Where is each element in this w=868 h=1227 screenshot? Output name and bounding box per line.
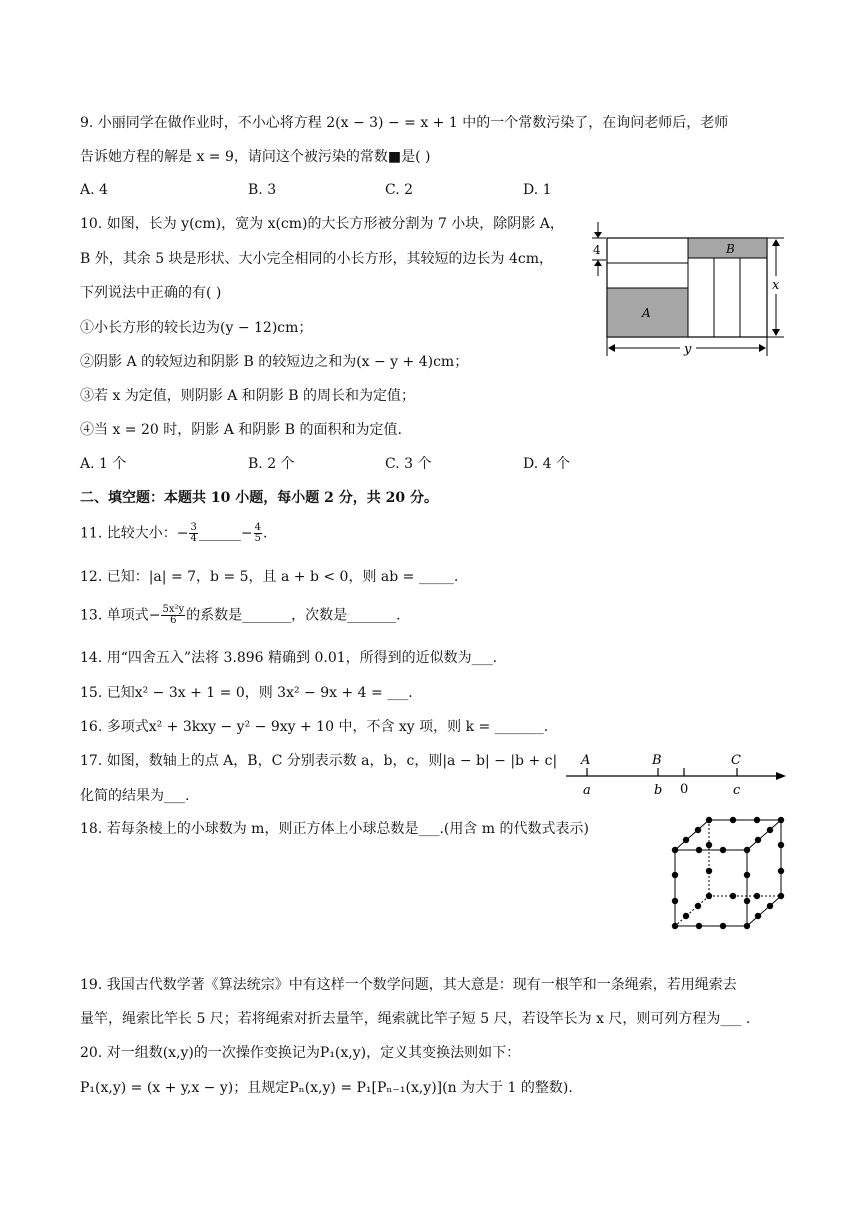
- axis-label-B: B: [652, 753, 662, 768]
- q11-mid: ______−: [198, 525, 253, 542]
- q9-option-b: B. 3: [248, 182, 277, 198]
- q10-option-c: C. 3 个: [385, 456, 432, 472]
- q11-fraction-2-den: 5: [254, 533, 261, 544]
- q11-fraction-1-den: 4: [190, 533, 197, 544]
- q11-line: [80, 523, 267, 544]
- figure-label-x: x: [772, 278, 780, 293]
- q13-suffix: 的系数是_______，次数是_______.: [186, 607, 401, 624]
- axis-label-a: a: [583, 783, 591, 798]
- q20-line-1: 20. 对一组数(x,y)的一次操作变换记为P₁(x,y)，定义其变换法则如下：: [80, 1045, 521, 1061]
- q9-line-2: 告诉她方程的解是 x = 9，请问这个被污染的常数■是( ): [80, 149, 431, 165]
- q10-line-3: 下列说法中正确的有( ): [80, 285, 222, 301]
- figure-label-four: 4: [593, 243, 601, 257]
- q12-line: 12. 已知：|a| = 7，b = 5，且 a + b < 0，则 ab = _____.: [80, 569, 459, 585]
- q20-line-2: P₁(x,y) = (x + y,x − y)；且规定Pₙ(x,y) = P₁[Pₙ₋₁(x,y)](n 为大于 1 的整数).: [80, 1080, 573, 1096]
- q10-line-2: B 外，其余 5 块是形状、大小完全相同的小长方形，其较短的边长为 4cm，: [80, 251, 554, 267]
- q11-suffix: .: [262, 525, 268, 542]
- q19-line-2: 量竿，绳索比竿长 5 尺；若将绳索对折去量竿，绳索就比竿子短 5 尺，若设竿长为 x 尺，则可列方程为___ .: [80, 1011, 751, 1027]
- q17-number-line: [564, 752, 794, 802]
- axis-label-A: A: [581, 753, 591, 768]
- q11-prefix: 11. 比较大小：−: [80, 525, 189, 542]
- q13-fraction: [161, 605, 185, 626]
- figure-label-b: B: [726, 242, 735, 256]
- q15-line: 15. 已知x² − 3x + 1 = 0，则 3x² − 9x + 4 = ___.: [80, 685, 413, 701]
- q10-statement-3: ③若 x 为定值，则阴影 A 和阴影 B 的周长和为定值；: [80, 388, 415, 404]
- q17-line-2: 化简的结果为___.: [80, 788, 190, 804]
- q13-line: [80, 605, 401, 626]
- q10-line-1: 10. 如图，长为 y(cm)，宽为 x(cm)的大长方形被分割为 7 小块，除阴影 A，: [80, 216, 564, 232]
- q11-fraction-1: [189, 523, 197, 544]
- q9-option-c: C. 2: [385, 182, 414, 198]
- q10-rectangle-figure: [590, 218, 800, 368]
- q16-line: 16. 多项式x² + 3kxy − y² − 9xy + 10 中，不含 xy 项，则 k = _______.: [80, 719, 549, 735]
- q9-line-1: 9. 小丽同学在做作业时，不小心将方程 2(x − 3) − = x + 1 中的一个常数污染了，在询问老师后，老师: [80, 115, 729, 131]
- axis-label-zero: 0: [680, 782, 689, 797]
- q19-line-1: 19. 我国古代数学著《算法统宗》中有这样一个数学问题，其大意是：现有一根竿和一条绳索，若用绳索去: [80, 977, 737, 993]
- q10-option-b: B. 2 个: [248, 456, 295, 472]
- q10-option-a: A. 1 个: [80, 456, 127, 472]
- q11-fraction-2-num: 4: [254, 522, 261, 533]
- q10-statement-2: ②阴影 A 的较短边和阴影 B 的较短边之和为(x − y + 4)cm；: [80, 354, 469, 370]
- q10-statement-1: ①小长方形的较长边为(y − 12)cm；: [80, 320, 313, 336]
- axis-label-c: c: [733, 783, 741, 798]
- q9-option-d: D. 1: [523, 182, 552, 198]
- q18-line: 18. 若每条棱上的小球数为 m，则正方体上小球总数是___.(用含 m 的代数式表示): [80, 821, 589, 837]
- q13-prefix: 13. 单项式−: [80, 607, 161, 624]
- q14-line: 14. 用“四舍五入”法将 3.896 精确到 0.01，所得到的近似数为___.: [80, 650, 498, 666]
- figure-label-y: y: [684, 342, 692, 357]
- q10-option-d: D. 4 个: [523, 456, 570, 472]
- q9-option-a: A. 4: [80, 182, 108, 198]
- q10-statement-4: ④当 x = 20 时，阴影 A 和阴影 B 的面积和为定值.: [80, 422, 402, 438]
- q11-fraction-1-num: 3: [190, 522, 197, 533]
- q13-fraction-den: 6: [170, 615, 177, 626]
- q13-fraction-num: 5x²y: [162, 604, 185, 615]
- cube-ball-dots: [672, 817, 784, 929]
- axis-label-C: C: [731, 753, 741, 768]
- q11-fraction-2: [254, 523, 262, 544]
- axis-label-b: b: [654, 783, 663, 798]
- figure-label-a: A: [642, 306, 651, 320]
- q18-cube-figure: [666, 812, 796, 932]
- q17-line-1: 17. 如图，数轴上的点 A，B，C 分别表示数 a，b，c，则|a − b| − |b + c|: [80, 753, 558, 769]
- section-2-heading: 二、填空题：本题共 10 小题，每小题 2 分，共 20 分。: [80, 490, 438, 506]
